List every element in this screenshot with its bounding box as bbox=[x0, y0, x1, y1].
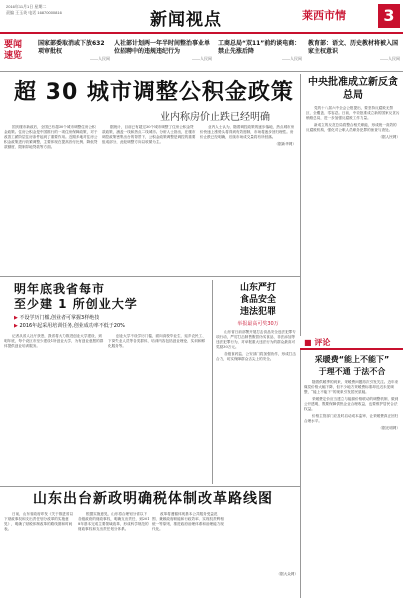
comment-icon: ■ bbox=[304, 338, 312, 347]
paragraph: 采暖费定价应当建立与能源价格联动的调整机制，做到公开透明，既要保障供热企业合理收益，也要维护居民合法权益。 bbox=[304, 397, 399, 411]
horizontal-divider bbox=[0, 276, 300, 277]
bottom-headline: 山东出台新政明确税体制改革路线图 bbox=[33, 491, 273, 507]
page-number: 3 bbox=[378, 4, 400, 28]
side-top-source: （据人民网） bbox=[378, 135, 400, 139]
issue-date: 2016年11月1日 星期二 bbox=[6, 4, 47, 9]
bottom-body-col1 bbox=[4, 512, 76, 596]
paragraph: 价格主管部门应及时启动成本监审，让采暖费真正回归合理水平。 bbox=[304, 414, 399, 423]
paragraph: 记者从省人社厅获悉，我省将大力推进创业大学建设，到明年底，每个设区市至少建设1所创业大学，为有创业意愿的群体提供创业培训服务。 bbox=[4, 334, 104, 348]
comment-source: （据光明网） bbox=[378, 426, 400, 430]
comment-title-2: 于理不通 于法不合 bbox=[318, 367, 386, 376]
side-top-body bbox=[306, 106, 400, 332]
mid-right-title-2: 食品安全 bbox=[239, 295, 276, 305]
editor: 责编 王玉英 bbox=[6, 10, 28, 15]
paragraph: 改革将遵循体现基本公共服务受益范围、兼顾政府职能和行政效率、实现权责利相统一等原则，推进政府治理体系和治理能力现代化。 bbox=[152, 512, 224, 531]
bottom-body-col3 bbox=[152, 512, 224, 596]
bullet-text: 不设学历门槛,创业者可掌握3样绝技 bbox=[19, 315, 100, 321]
lead-body-col2 bbox=[102, 125, 196, 273]
bottom-body-col4 bbox=[226, 512, 298, 596]
brief-title: 工商总局“双11”前约谈电商：禁止先涨后降 bbox=[218, 40, 301, 55]
header-meta bbox=[6, 4, 86, 16]
paragraph: 国庆楼市新政后，全国已有超30个城市调整住房公积金政策。住房公积金是中国推行的一项住房保障政策，对于改善工薪阶层住房条件起到了重要作用。近期多地对住房公积金政策进行收紧调整，主要体现在提高首付比例、降低贷款额度、限制异地贷款等方面。 bbox=[4, 125, 98, 149]
section-title: 新闻视点 bbox=[150, 10, 222, 30]
mid-left-headline-2: 至少建 1 所创业大学 bbox=[14, 297, 138, 311]
paragraph: 日前，山东省政府印发《关于推进省以下财政事权和支出责任划分改革的实施意见》，明确了财税体制改革的路线图和时间表。 bbox=[4, 512, 74, 531]
brief-title: 国家部委取消或下放632项审批权 bbox=[38, 40, 105, 55]
mid-right-body bbox=[216, 330, 298, 484]
bottom-body-col2 bbox=[78, 512, 150, 596]
lead-body-col1 bbox=[4, 125, 98, 273]
paragraph: 业内人士认为，随着调控政策的逐步落地，热点城市房价快速上涨势头将得到有效遏制，市场将逐步回归理性。房价止跌已经明确，后续市场成交量将有所回落。 bbox=[200, 125, 295, 139]
bullet-icon: ▶ bbox=[14, 323, 18, 329]
brief-item[interactable] bbox=[38, 40, 110, 62]
mid-left-body-col2 bbox=[108, 334, 208, 484]
masthead-city: 莱西市情 bbox=[302, 9, 346, 22]
paragraph: 创业大学不设学历门槛，面向高校毕业生、返乡农民工、下岗失业人员等各类群体，培训内容包括创业理论、实训和孵化服务等。 bbox=[108, 334, 206, 348]
comment-body bbox=[304, 380, 400, 594]
bottom-source: （据大众网） bbox=[276, 572, 298, 576]
column-divider bbox=[300, 74, 301, 336]
lead-subhead: 业内称房价止跌已经明确 bbox=[160, 112, 270, 123]
horizontal-divider bbox=[0, 486, 300, 487]
lead-source: （据新华网） bbox=[274, 142, 296, 146]
paragraph: 山东省日前部署开展打击食品安全违法犯罪专项行动，严厉打击制售假冒伪劣食品、非法添加等违法犯罪行为，对举报重大违法行为的群众最高可奖励30万元。 bbox=[216, 330, 296, 349]
brief-source: ——人民网 bbox=[192, 56, 212, 61]
brief-item[interactable] bbox=[218, 40, 302, 62]
mid-right-title-1: 山东严打 bbox=[239, 283, 276, 293]
paragraph: 随着供暖季的到来，采暖费问题再次引发关注。近年来煤炭价格大幅下降，但不少地方采暖费标准却迟迟未见调整，“能上不能下”的现象引发居民质疑。 bbox=[304, 380, 399, 394]
bullet-icon: ▶ bbox=[14, 315, 18, 321]
lead-body-col3 bbox=[200, 125, 296, 273]
mid-left-body-col1 bbox=[4, 334, 104, 484]
brief-title: 人社部计划两一年半时间整治事业单位招聘中的违规违纪行为 bbox=[114, 40, 211, 55]
brief-source: ——人民网 bbox=[282, 56, 302, 61]
paragraph: 党的十八届六中全会公报提出，要坚持反腐败无禁区、全覆盖、零容忍。日前，中央批准成立新的国家反贪污贿赂总局，进一步加强反腐败工作力量。 bbox=[306, 106, 400, 120]
paragraph: 据统计，目前已有超过30个城市调整了住房公积金贷款政策，涵盖一线和热点二线城市。分析人士指出，在楼市调控政策密集出台的背景下，公积金政策调整是调控的重要组成部分，此轮调整方向以收紧为主。 bbox=[102, 125, 196, 144]
paragraph: 根据实施意见，山东将合理划分省以下各级政府的财政事权，明确支出责任，到2018年基本完成主要领域改革，形成科学规范的财政事权和支出责任划分体系。 bbox=[78, 512, 150, 531]
phone: 电话 16870000816 bbox=[28, 10, 62, 15]
mid-left-bullets bbox=[14, 314, 214, 330]
comment-label bbox=[304, 337, 334, 348]
paragraph: 新成立的反贪总局将整合相关职能，形成统一高效的反腐败机构，强化对公职人员职务犯罪的侦查与查处。 bbox=[306, 123, 397, 132]
brief-item[interactable] bbox=[308, 40, 400, 62]
paragraph: 各级食药监、公安部门将加强协作，形成打击合力，切实保障群众舌尖上的安全。 bbox=[216, 352, 296, 361]
brief-source: ——人民网 bbox=[380, 56, 400, 61]
comment-title-1: 采暖费“能上不能下” bbox=[314, 355, 390, 364]
column-divider bbox=[212, 280, 213, 484]
page-header bbox=[0, 0, 403, 34]
bullet-text: 2016年起采用培训任务,创业成功率不低于20% bbox=[19, 323, 125, 329]
brief-label: 要闻速览 bbox=[4, 40, 23, 61]
lead-headline: 超 30 城市调整公积金政策 bbox=[14, 80, 294, 105]
brief-title: 教育部：语文、历史教材将被入国家主权意识 bbox=[308, 40, 399, 55]
brief-item[interactable] bbox=[114, 40, 212, 62]
column-divider bbox=[300, 350, 301, 598]
mid-left-headline-1: 明年底我省每市 bbox=[14, 282, 106, 296]
comment-label-text: 评论 bbox=[314, 338, 331, 347]
mid-right-subtitle: 举报最高可奖30万 bbox=[237, 321, 279, 327]
side-top-title: 中央批准成立新反贪总局 bbox=[308, 77, 398, 101]
mid-right-title-3: 违法犯罪 bbox=[239, 307, 276, 317]
brief-source: ——人民网 bbox=[90, 56, 110, 61]
